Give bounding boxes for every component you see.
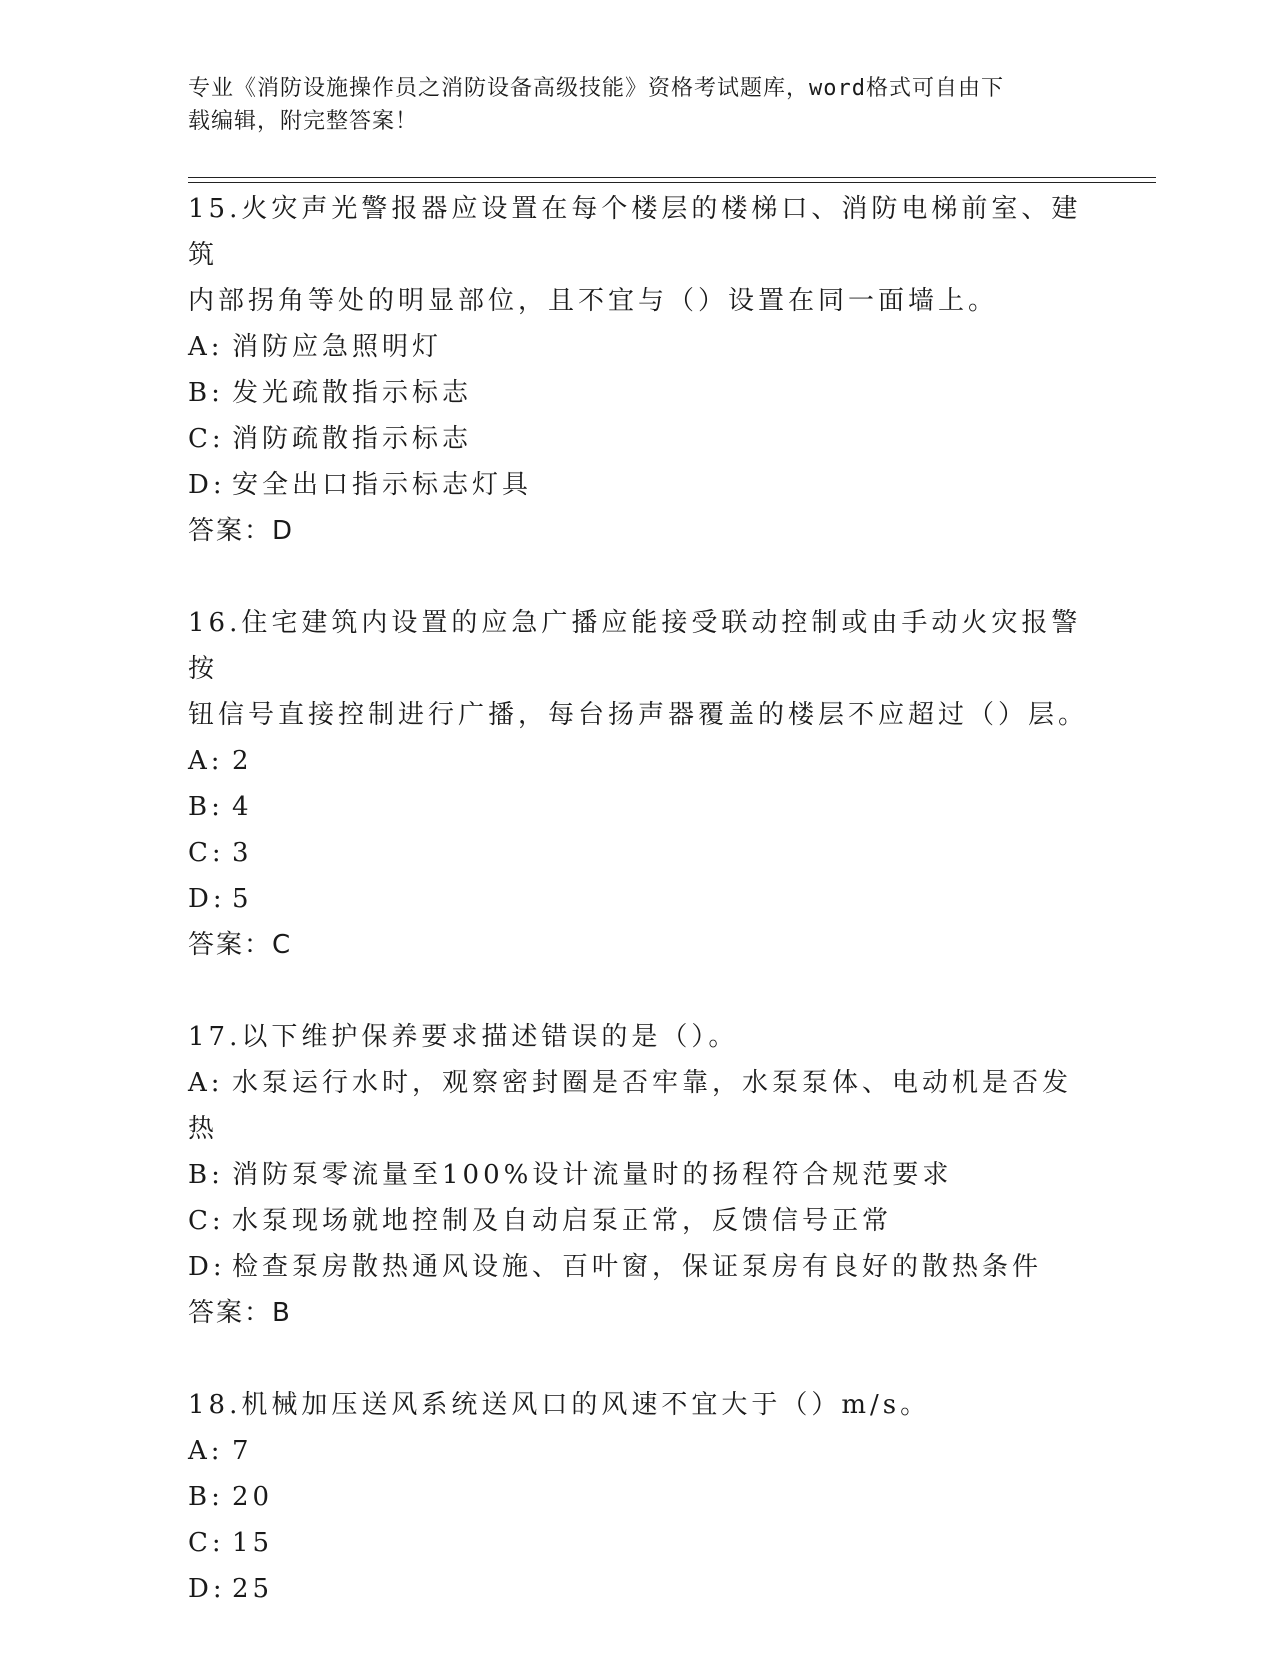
option-text: 5: [232, 884, 253, 914]
option-c: [188, 416, 1088, 462]
question-list: [188, 186, 1088, 1658]
header-line-2: 载编辑，附完整答案！: [188, 109, 419, 134]
option-letter: B:: [188, 792, 224, 822]
question-18: [188, 1382, 1088, 1612]
option-text: 2: [232, 746, 253, 776]
option-text: 水泵运行水时，观察密封圈是否牢靠，水泵泵体、电动机是否发热: [188, 1068, 1073, 1144]
question-stem-line: 18.机械加压送风系统送风口的风速不宜大于（）m/s。: [188, 1390, 931, 1420]
option-text: 检查泵房散热通风设施、百叶窗，保证泵房有良好的散热条件: [232, 1252, 1043, 1282]
option-a: [188, 324, 1088, 370]
option-a: [188, 1428, 1088, 1474]
option-letter: C:: [188, 424, 225, 454]
answer-label: 答案：C: [188, 930, 293, 960]
option-letter: D:: [188, 470, 226, 500]
option-c: [188, 1198, 1088, 1244]
option-d: [188, 462, 1088, 508]
option-text: 15: [232, 1528, 274, 1558]
option-c: [188, 1520, 1088, 1566]
option-d: [188, 1566, 1088, 1612]
option-d: [188, 1244, 1088, 1290]
question-15: [188, 186, 1088, 554]
document-header: [188, 72, 1088, 138]
option-text: 消防泵零流量至100%设计流量时的扬程符合规范要求: [232, 1160, 953, 1190]
option-letter: B:: [188, 1482, 224, 1512]
question-stem-line: 15.火灾声光警报器应设置在每个楼层的楼梯口、消防电梯前室、建筑: [188, 194, 1082, 270]
option-b: [188, 784, 1088, 830]
option-text: 3: [232, 838, 253, 868]
option-text: 消防应急照明灯: [232, 332, 443, 362]
option-letter: C:: [188, 1528, 225, 1558]
header-divider-top: [188, 177, 1156, 178]
option-a: [188, 1060, 1088, 1152]
option-letter: A:: [188, 1436, 224, 1466]
option-a: [188, 738, 1088, 784]
question-stem-line: 内部拐角等处的明显部位，且不宜与（）设置在同一面墙上。: [188, 286, 999, 316]
option-c: [188, 830, 1088, 876]
option-letter: A:: [188, 332, 224, 362]
option-text: 消防疏散指示标志: [232, 424, 473, 454]
question-stem-line: 16.住宅建筑内设置的应急广播应能接受联动控制或由手动火灾报警按: [188, 608, 1082, 684]
option-b: [188, 1474, 1088, 1520]
question-17: [188, 1014, 1088, 1336]
option-d: [188, 876, 1088, 922]
option-letter: D:: [188, 884, 226, 914]
option-letter: D:: [188, 1252, 226, 1282]
answer-label: 答案：B: [188, 1298, 292, 1328]
header-divider-bottom: [188, 182, 1156, 183]
option-letter: D:: [188, 1574, 226, 1604]
question-stem-line: 17.以下维护保养要求描述错误的是（）。: [188, 1022, 739, 1052]
option-b: [188, 1152, 1088, 1198]
question-16: [188, 600, 1088, 968]
option-letter: B:: [188, 1160, 224, 1190]
option-letter: A:: [188, 1068, 224, 1098]
option-b: [188, 370, 1088, 416]
option-text: 25: [232, 1574, 274, 1604]
header-line-1: 专业《消防设施操作员之消防设备高级技能》资格考试题库，word格式可自由下: [188, 76, 1004, 101]
option-text: 20: [232, 1482, 274, 1512]
option-text: 7: [232, 1436, 253, 1466]
option-letter: A:: [188, 746, 224, 776]
option-letter: B:: [188, 378, 224, 408]
option-text: 4: [232, 792, 253, 822]
option-text: 发光疏散指示标志: [232, 378, 473, 408]
option-letter: C:: [188, 1206, 225, 1236]
option-text: 水泵现场就地控制及自动启泵正常，反馈信号正常: [232, 1206, 893, 1236]
question-stem-line: 钮信号直接控制进行广播，每台扬声器覆盖的楼层不应超过（）层。: [188, 700, 1089, 730]
answer-label: 答案：D: [188, 516, 295, 546]
option-text: 安全出口指示标志灯具: [232, 470, 533, 500]
option-letter: C:: [188, 838, 225, 868]
